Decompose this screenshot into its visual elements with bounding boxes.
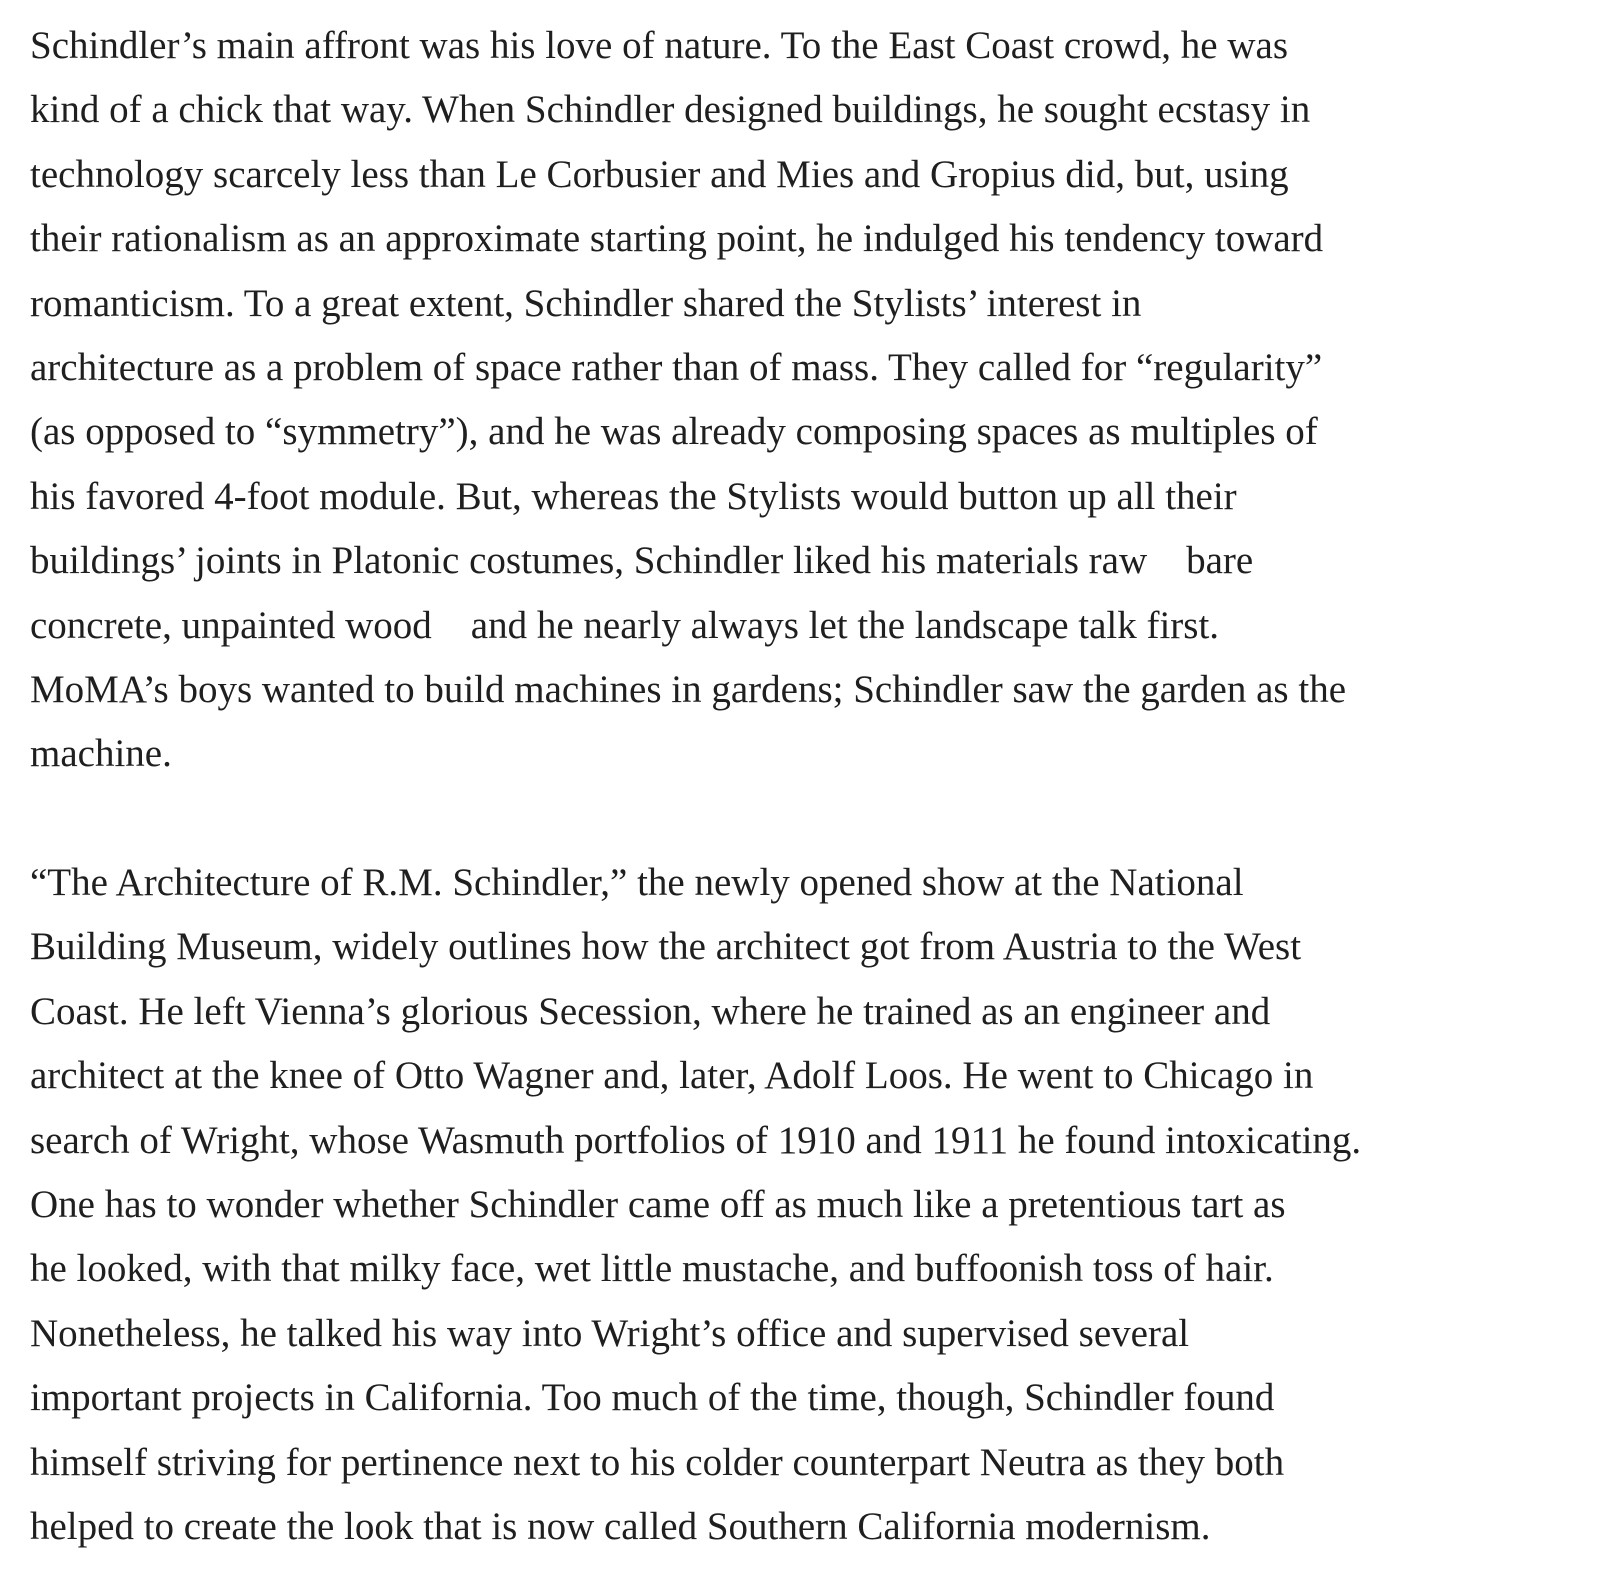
text-line: kind of a chick that way. When Schindler designed buildings, he sought ecstasy in bbox=[30, 88, 1311, 132]
text-line: architecture as a problem of space rather than of mass. They called for “regularity” bbox=[30, 346, 1323, 390]
text-line: Coast. He left Vienna’s glorious Secession, where he trained as an engineer and bbox=[30, 989, 1271, 1033]
text-line: Nonetheless, he talked his way into Wright’s office and supervised several bbox=[30, 1311, 1190, 1355]
text-line: architect at the knee of Otto Wagner and, later, Adolf Loos. He went to Chicago in bbox=[30, 1054, 1314, 1098]
text-line: romanticism. To a great extent, Schindler shared the Stylists’ interest in bbox=[30, 281, 1142, 325]
text-line: himself striving for pertinence next to his colder counterpart Neutra as they both bbox=[30, 1440, 1285, 1484]
text-line: their rationalism as an approximate starting point, he indulged his tendency toward bbox=[30, 217, 1324, 261]
paragraph-schindler-nature bbox=[30, 14, 1600, 787]
article-body bbox=[30, 14, 1600, 1559]
text-line: concrete, unpainted wood and he nearly always let the landscape talk first. bbox=[30, 603, 1220, 647]
text-line: helped to create the look that is now called Southern California modernism. bbox=[30, 1504, 1211, 1548]
paragraph-exhibition bbox=[30, 851, 1600, 1559]
text-line: “The Architecture of R.M. Schindler,” the newly opened show at the National bbox=[30, 860, 1244, 904]
text-line: (as opposed to “symmetry”), and he was already composing spaces as multiples of bbox=[30, 410, 1318, 454]
text-line: important projects in California. Too much of the time, though, Schindler found bbox=[30, 1376, 1275, 1420]
text-line: technology scarcely less than Le Corbusier and Mies and Gropius did, but, using bbox=[30, 152, 1289, 196]
text-line: One has to wonder whether Schindler came off as much like a pretentious tart as bbox=[30, 1182, 1286, 1226]
text-line: Schindler’s main affront was his love of nature. To the East Coast crowd, he was bbox=[30, 24, 1288, 67]
text-line: MoMA’s boys wanted to build machines in gardens; Schindler saw the garden as the bbox=[30, 668, 1347, 712]
text-line: search of Wright, whose Wasmuth portfolios of 1910 and 1911 he found intoxicating. bbox=[30, 1118, 1362, 1162]
text-line: he looked, with that milky face, wet little mustache, and buffoonish toss of hair. bbox=[30, 1247, 1274, 1291]
text-line: buildings’ joints in Platonic costumes, Schindler liked his materials raw bare bbox=[30, 539, 1254, 583]
text-line: Building Museum, widely outlines how the architect got from Austria to the West bbox=[30, 925, 1302, 969]
text-line: his favored 4-foot module. But, whereas the Stylists would button up all their bbox=[30, 474, 1237, 518]
text-line: machine. bbox=[30, 732, 172, 776]
